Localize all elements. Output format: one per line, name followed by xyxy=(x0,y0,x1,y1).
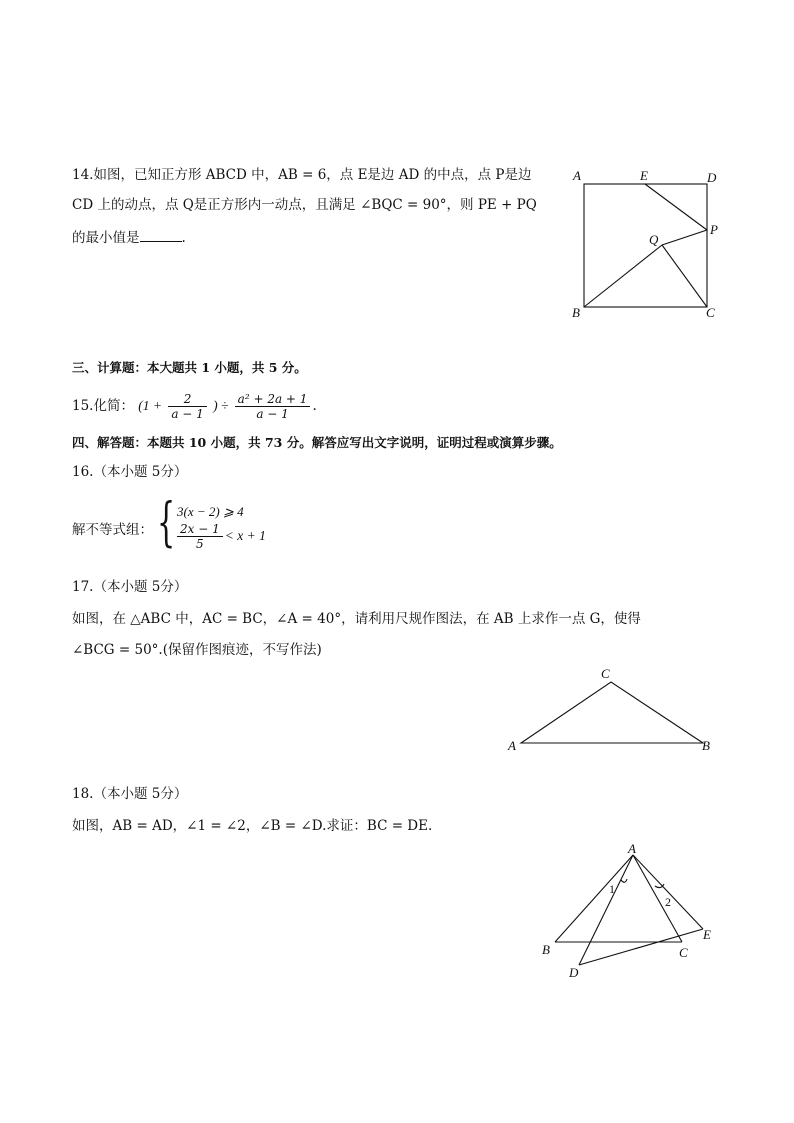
q18-label-e: E xyxy=(703,927,711,942)
answer-blank xyxy=(140,227,182,242)
q14-label-c: C xyxy=(706,305,715,320)
q18-header: 18.（本小题 5分） xyxy=(72,786,188,802)
q17-label-a: A xyxy=(508,738,516,753)
q17-line1: 如图，在 △ABC 中，AC = BC，∠A = 40°，请利用尺规作图法，在 AB 上求作一点 G，使得 xyxy=(72,611,641,627)
angle-1-arc xyxy=(621,879,627,882)
q16-frac-den: 5 xyxy=(196,537,204,551)
q15-frac1 xyxy=(168,392,206,421)
q17-label-c: C xyxy=(601,666,610,681)
q14-square-figure xyxy=(560,160,740,330)
segment-ab xyxy=(555,855,633,942)
q15-end: . xyxy=(312,398,317,414)
triangle-abc xyxy=(521,682,703,743)
q17-line2: ∠BCG = 50°.(保留作图痕迹，不写作法) xyxy=(72,642,322,658)
q14-label-b: B xyxy=(572,305,580,320)
segment-ad xyxy=(579,855,633,965)
q14-line3 xyxy=(72,227,186,248)
q15-frac1-den: a − 1 xyxy=(171,407,204,421)
q15-frac2 xyxy=(235,392,311,421)
section4-heading: 四、解答题：本题共 10 小题，共 73 分。解答应写出文字说明，证明过程或演算步骤。 xyxy=(72,435,562,450)
q17-label-b: B xyxy=(702,738,710,753)
q18-label-2: 2 xyxy=(665,895,671,909)
q14-label-p: P xyxy=(710,222,718,237)
q16-frac-num: 2x − 1 xyxy=(177,522,223,537)
q18-label-1: 1 xyxy=(609,882,615,896)
q16-ineq2 xyxy=(175,522,266,551)
q14-line3-text: 的最小值是 xyxy=(72,230,140,246)
q15-frac2-num: a² + 2a + 1 xyxy=(235,392,311,407)
q14-label-d: D xyxy=(707,170,717,185)
q14-line1: 14.如图，已知正方形 ABCD 中，AB = 6，点 E是边 AD 的中点，点 P是边 xyxy=(72,167,532,183)
q15-open: (1 + xyxy=(138,398,163,413)
q16-ineq1: 3(x − 2) ⩾ 4 xyxy=(177,504,244,519)
q18-label-a: A xyxy=(628,841,636,856)
q18-label-d: D xyxy=(569,965,579,980)
q16-frac xyxy=(177,522,223,551)
q14-line2: CD 上的动点，点 Q是正方形内一动点，且满足 ∠BQC = 90°，则 PE + PQ xyxy=(72,197,537,213)
q14-label-e: E xyxy=(640,168,648,183)
q15-frac2-den: a − 1 xyxy=(256,407,289,421)
segment-bq xyxy=(584,245,662,307)
section3-heading: 三、计算题：本大题共 1 小题，共 5 分。 xyxy=(72,360,307,375)
segment-pq xyxy=(662,230,707,245)
q15-close-div: ) ÷ xyxy=(213,398,229,413)
q18-triangles-figure xyxy=(530,838,730,983)
q14-label-q: Q xyxy=(649,232,659,247)
q15-prefix: 15.化简： xyxy=(72,398,134,414)
square-abcd xyxy=(584,184,707,307)
q16-prefix: 解不等式组： xyxy=(72,522,153,538)
q17-triangle-figure xyxy=(500,660,730,760)
q18-label-b: B xyxy=(542,942,550,957)
q18-line1: 如图，AB = AD，∠1 = ∠2，∠B = ∠D.求证：BC = DE. xyxy=(72,818,433,834)
q15-frac1-num: 2 xyxy=(168,392,206,407)
q17-header: 17.（本小题 5分） xyxy=(72,579,188,595)
q16-header: 16.（本小题 5分） xyxy=(72,464,188,480)
segment-qc xyxy=(662,245,707,307)
segment-ep xyxy=(645,184,707,230)
q16-brace: { xyxy=(157,493,176,553)
q14-label-a: A xyxy=(573,168,581,183)
q14-line3-end: . xyxy=(181,230,186,246)
q18-label-c: C xyxy=(679,945,688,960)
q16-ineq2-tail: < x + 1 xyxy=(224,528,266,543)
q15-expression xyxy=(72,391,317,421)
